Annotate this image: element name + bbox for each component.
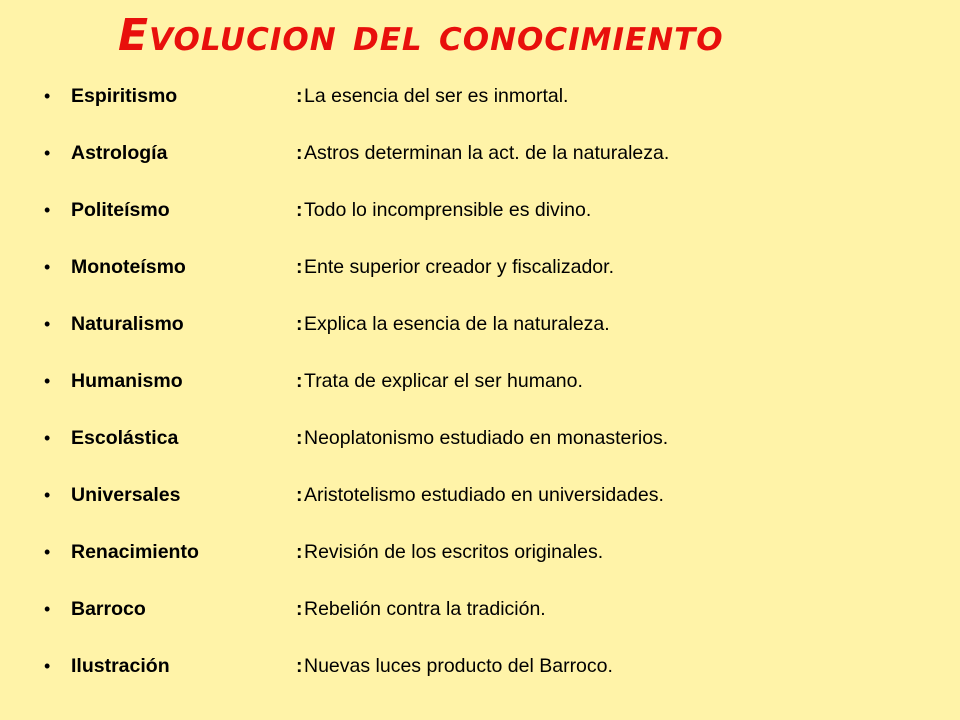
list-item xyxy=(0,410,960,467)
item-separator: : xyxy=(296,313,303,335)
list-item xyxy=(0,182,960,239)
list-item xyxy=(0,524,960,581)
item-description: Rebelión contra la tradición. xyxy=(304,598,546,620)
item-term: Astrología xyxy=(71,142,168,164)
list-item xyxy=(0,296,960,353)
item-description: Neoplatonismo estudiado en monasterios. xyxy=(304,427,669,449)
item-term: Escolástica xyxy=(71,427,179,449)
item-term: Monoteísmo xyxy=(71,256,186,278)
item-separator: : xyxy=(296,142,303,164)
item-separator: : xyxy=(296,427,303,449)
item-separator: : xyxy=(296,370,303,392)
bullet-icon: • xyxy=(44,542,51,562)
bullet-icon: • xyxy=(44,371,51,391)
list-item xyxy=(0,638,960,695)
item-term: Barroco xyxy=(71,598,146,620)
item-term: Universales xyxy=(71,484,181,506)
item-description: Revisión de los escritos originales. xyxy=(304,541,604,563)
item-term: Espiritismo xyxy=(71,85,178,107)
bullet-icon: • xyxy=(44,143,51,163)
list-item xyxy=(0,581,960,638)
list-item xyxy=(0,125,960,182)
item-description: La esencia del ser es inmortal. xyxy=(304,85,569,107)
item-separator: : xyxy=(296,484,303,506)
item-term: Politeísmo xyxy=(71,199,170,221)
item-separator: : xyxy=(296,598,303,620)
bullet-icon: • xyxy=(44,200,51,220)
list-item xyxy=(0,467,960,524)
bullet-icon: • xyxy=(44,485,51,505)
item-term: Humanismo xyxy=(71,370,183,392)
bullet-icon: • xyxy=(44,428,51,448)
item-description: Trata de explicar el ser humano. xyxy=(304,370,583,392)
item-term: Renacimiento xyxy=(71,541,199,563)
bullet-icon: • xyxy=(44,314,51,334)
item-separator: : xyxy=(296,199,303,221)
list-item xyxy=(0,68,960,125)
item-term: Naturalismo xyxy=(71,313,184,335)
item-separator: : xyxy=(296,85,303,107)
item-separator: : xyxy=(296,541,303,563)
bullet-icon: • xyxy=(44,86,51,106)
item-description: Ente superior creador y fiscalizador. xyxy=(304,256,614,278)
bullet-icon: • xyxy=(44,599,51,619)
item-separator: : xyxy=(296,256,303,278)
bullet-icon: • xyxy=(44,656,51,676)
item-description: Astros determinan la act. de la naturaleza. xyxy=(304,142,670,164)
item-description: Explica la esencia de la naturaleza. xyxy=(304,313,610,335)
item-term: Ilustración xyxy=(71,655,170,677)
list-item xyxy=(0,239,960,296)
item-description: Nuevas luces producto del Barroco. xyxy=(304,655,613,677)
slide-title: Evolucion del conocimiento xyxy=(118,10,724,61)
list-item xyxy=(0,353,960,410)
item-separator: : xyxy=(296,655,303,677)
item-description: Aristotelismo estudiado en universidades. xyxy=(304,484,664,506)
bullet-icon: • xyxy=(44,257,51,277)
knowledge-list xyxy=(0,68,960,695)
item-description: Todo lo incomprensible es divino. xyxy=(304,199,592,221)
